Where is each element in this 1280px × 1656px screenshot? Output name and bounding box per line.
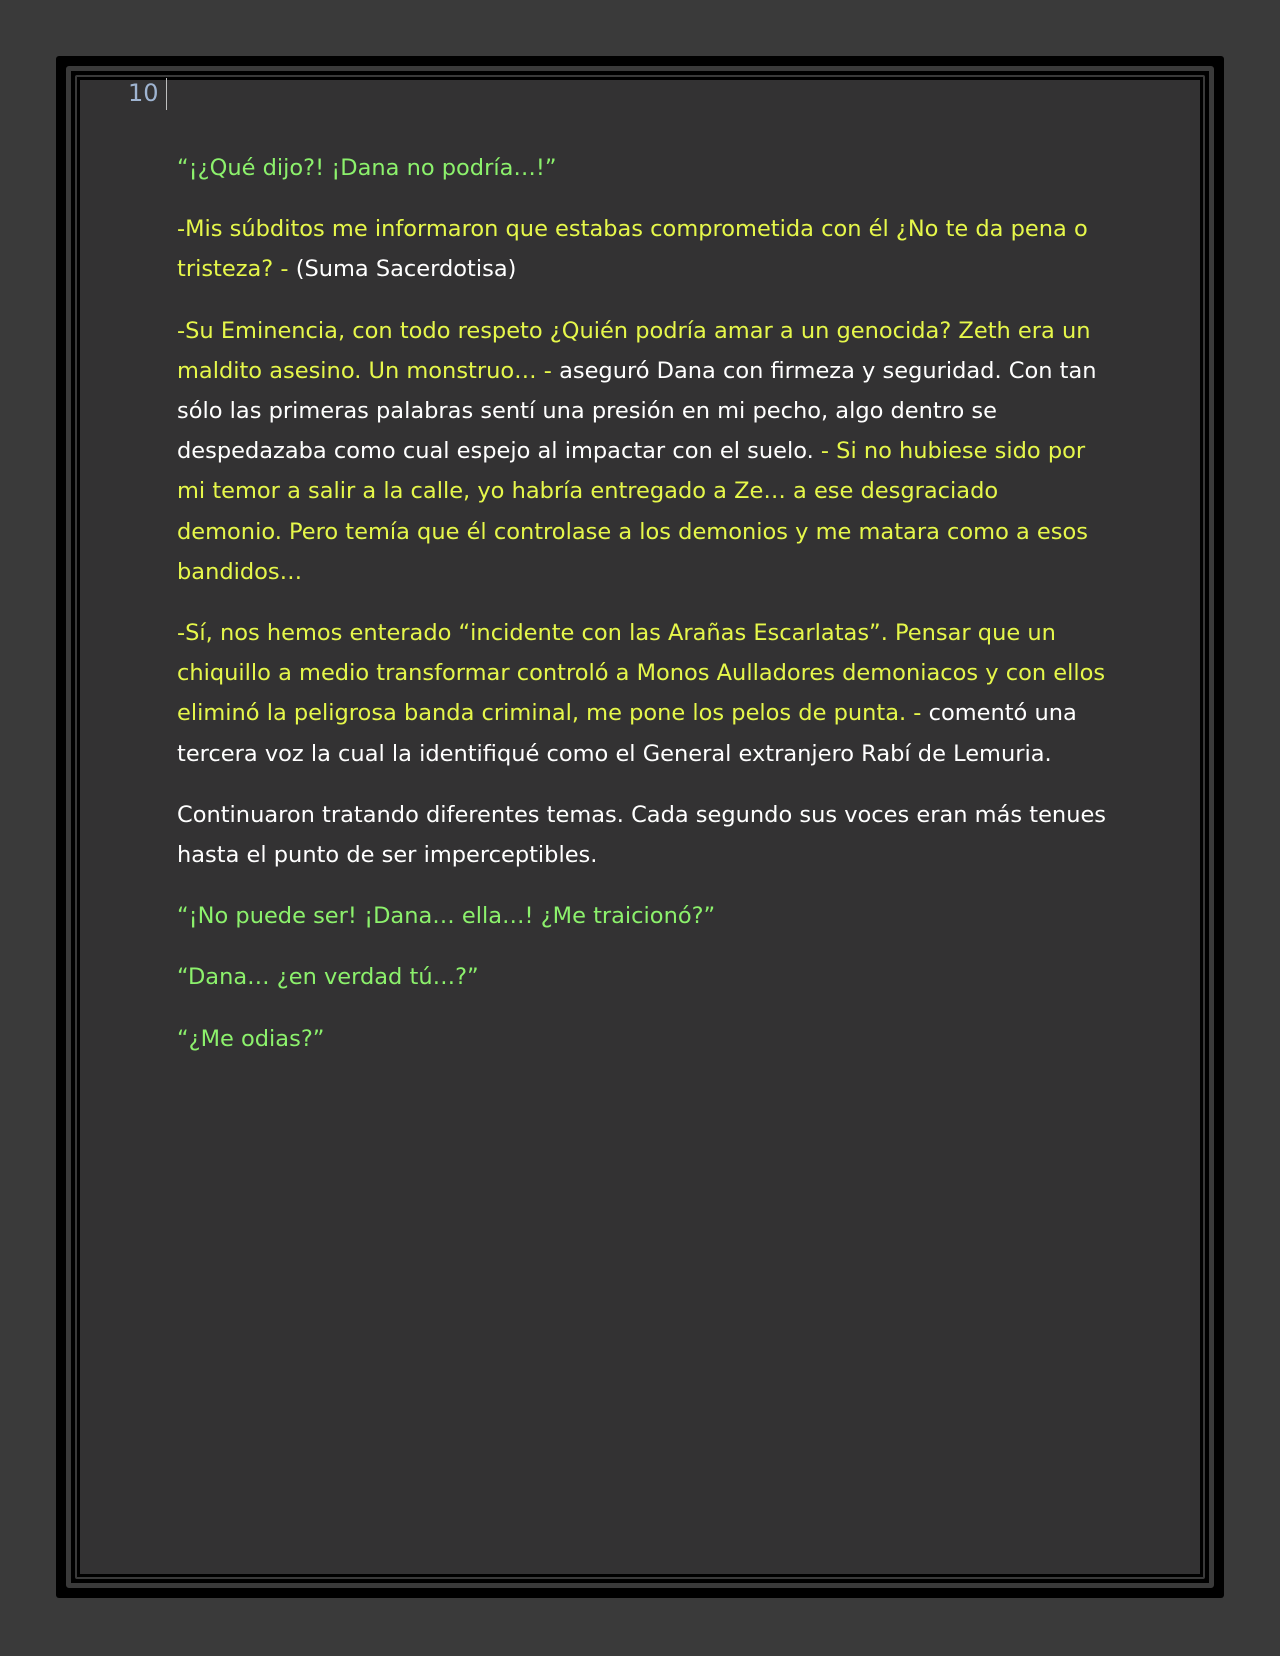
dialogue-text: - Si no hubiese sido por mi temor a salir a la calle, yo habría entregado a Ze… a ese desgraciado demonio. Pero temía que él controlase a los demonios y me matara como a esos bandidos… — [177, 438, 1088, 585]
thought-text: “¡¿Qué dijo?! ¡Dana no podría…!” — [177, 155, 557, 181]
paragraph — [177, 957, 1107, 997]
paragraph — [177, 209, 1107, 289]
dialogue-text: -Mis súbditos me informaron que estabas comprometida con él ¿No te da pena o tristeza? - — [177, 216, 1088, 283]
paragraph — [177, 896, 1107, 936]
story-text — [177, 148, 1107, 1080]
paragraph — [177, 148, 1107, 188]
dialogue-text: -Sí, nos hemos enterado “incidente con las Arañas Escarlatas”. Pensar que un chiquillo a medio transformar controló a Monos Aulladores demoniacos y con ellos eliminó la peligrosa banda criminal, me pone los pelos de punta. - — [177, 620, 1106, 727]
narration-text: comentó una tercera voz la cual la identifiqué como el General extranjero Rabí de Lemuria. — [177, 700, 1077, 767]
paragraph — [177, 613, 1107, 774]
narration-text: Continuaron tratando diferentes temas. Cada segundo sus voces eran más tenues hasta el punto de ser imperceptibles. — [177, 801, 1107, 869]
narration-text: (Suma Sacerdotisa) — [295, 256, 517, 283]
thought-text: “Dana… ¿en verdad tú…?” — [177, 964, 479, 991]
paragraph — [177, 1019, 1107, 1059]
paragraph — [177, 311, 1107, 592]
thought-text: “¿Me odias?” — [177, 1025, 325, 1052]
thought-text: “¡No puede ser! ¡Dana… ella…! ¿Me traicionó?” — [177, 903, 716, 930]
dialogue-text: -Su Eminencia, con todo respeto ¿Quién podría amar a un genocida? Zeth era un maldito asesino. Un monstruo… - — [177, 317, 1091, 384]
paragraph — [177, 795, 1107, 875]
page-number: 10 — [128, 78, 167, 110]
narration-text: aseguró Dana con firmeza y seguridad. Con tan sólo las primeras palabras sentí una presión en mi pecho, algo dentro se despedazaba como cual espejo al impactar con el suelo. — [177, 357, 1097, 465]
